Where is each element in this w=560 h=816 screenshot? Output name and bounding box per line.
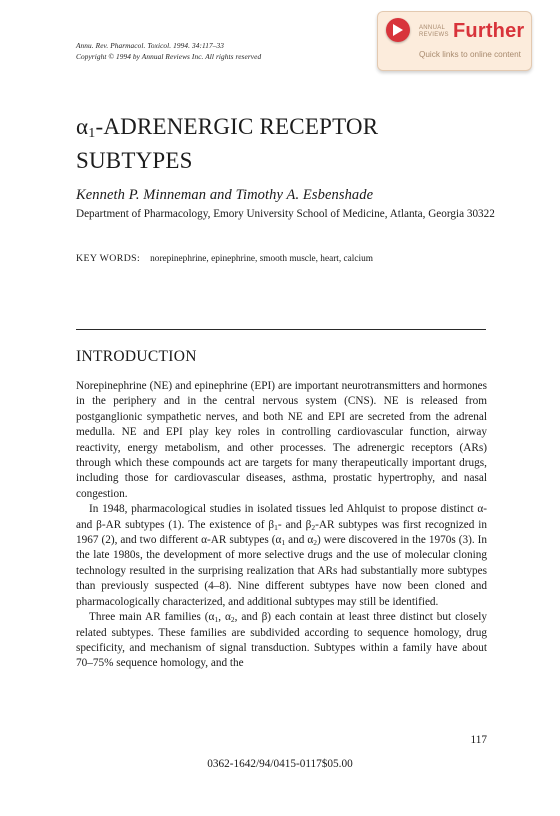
keywords-label: KEY WORDS:: [76, 253, 141, 264]
further-subtitle: Quick links to online content: [419, 50, 521, 59]
footer-code: 0362-1642/94/0415-0117$05.00: [207, 758, 353, 770]
page-number: 117: [470, 734, 487, 746]
section-heading: INTRODUCTION: [76, 348, 197, 365]
section-divider: [76, 329, 486, 330]
paragraph-2: In 1948, pharmacological studies in isolated tissues led Ahlquist to propose distinct α- and β-AR subtypes (1). The existence of $\beta_1-$ and $\beta_2-AR$ subtypes was first recognized in 1967 (2), and two different α-AR subtypes ($\alpha_1$ and $\alpha_2$) were discovered in the 1970s (3). In the late 1980s, the development of more selective drugs and the use of molecular cloning technology resulted in the surprising realization that ARs had substantially more subtypes than previously suspected (4–8). Nine different subtypes have now been cloned and pharmacologically characterized, and additional subtypes may still be identified.: [76, 503, 488, 608]
journal-copyright: Copyright © 1994 by Annual Reviews Inc. All rights reserved: [76, 52, 262, 61]
journal-citation: Annu. Rev. Pharmacol. Toxicol. 1994. 34:117–33: [76, 41, 224, 50]
affiliation: Department of Pharmacology, Emory University School of Medicine, Atlanta, Georgia 30322: [76, 208, 495, 220]
keywords: [76, 253, 373, 264]
further-annual-reviews-label: ANNUAL REVIEWS: [419, 25, 449, 38]
article-title: $\alpha_1$-ADRENERGIC RECEPTOR SUBTYPES: [76, 114, 379, 173]
paragraph-3: Three main AR families ($\alpha_1$, $\alpha_2$, and β) each contain at least three distinct but closely related subtypes. These families are subdivided according to sequence homology, drug specificity, and mechanism of signal transduction. Subtypes within a family have about 70–75% sequence homology, and the: [76, 611, 487, 670]
further-word: Further: [453, 20, 525, 42]
further-arrow-icon: [386, 18, 410, 42]
keywords-values: norepinephrine, epinephrine, smooth muscle, heart, calcium: [150, 254, 373, 264]
authors: Kenneth P. Minneman and Timothy A. Esbenshade: [76, 187, 374, 203]
paragraph-1: Norepinephrine (NE) and epinephrine (EPI) are important neurotransmitters and hormones in the periphery and in the central nervous system (CNS). NE is released from postganglionic sympathetic nerves, and both NE and EPI are secreted from the adrenal medulla. NE and EPI play key roles in controlling cardiovascular function, airway reactivity, energy metabolism, and other processes. The adrenergic receptors (ARs) through which these compounds act are targets for many therapeutically important drugs, including those for cardiovascular diseases, asthma, prostatic hypertrophy, and nasal congestion.: [76, 380, 487, 500]
further-banner[interactable]: [377, 11, 532, 71]
body-text: [76, 379, 487, 672]
